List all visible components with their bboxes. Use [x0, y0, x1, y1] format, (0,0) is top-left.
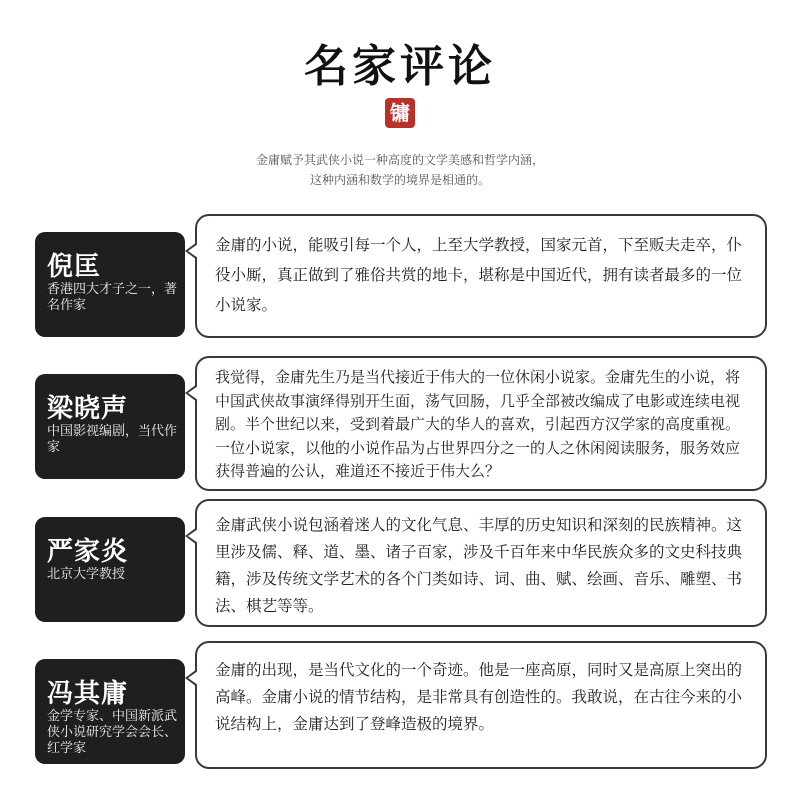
critic-quote: 我觉得，金庸先生乃是当代接近于伟大的一位休闲小说家。金庸先生的小说，将中国武侠故事演绎得别开生面，荡气回肠，几乎全部被改编成了电影或连续电视剧。半个世纪以来，受到着最广大的华人的喜欢，引起西方汉学家的高度重视。一位小说家，以他的小说作品为占世界四分之一的人之休闲阅读服务，服务效应获得普遍的公认，难道还不接近于伟大么？: [215, 368, 741, 480]
page-title: 名家评论: [304, 41, 496, 92]
intro-line: 这种内涵和数学的境界是相通的。: [309, 173, 490, 187]
seal-stamp-icon: 镛: [385, 98, 415, 128]
critic-name: 梁晓声: [47, 394, 129, 424]
critic-role: 中国影视编剧，当代作家: [47, 424, 178, 455]
critic-card: [35, 659, 185, 764]
critic-quote: 金庸的出现，是当代文化的一个奇迹。他是一座高原，同时又是高原上突出的高峰。金庸小说的情节结构，是非常具有创造性的。我敢说，在古往今来的小说结构上，金庸达到了登峰造极的境界。: [215, 661, 743, 733]
critic-role: 金学专家、中国新派武侠小说研究学会会长、红学家: [47, 709, 178, 756]
quote-bubble: [195, 499, 767, 627]
critic-role: 北京大学教授: [47, 567, 126, 582]
critic-quote: 金庸的小说，能吸引每一个人，上至大学教授，国家元首，下至贩夫走卒，仆役小厮，真正做到了雅俗共赏的地卡，堪称是中国近代，拥有读者最多的一位小说家。: [215, 236, 743, 314]
critic-name: 严家炎: [47, 537, 129, 567]
critic-quote: 金庸武侠小说包涵着迷人的文化气息、丰厚的历史知识和深刻的民族精神。这里涉及儒、释、道、墨、诸子百家，涉及千百年来中华民族众多的文史科技典籍，涉及传统文学艺术的各个门类如诗、词、曲、赋、绘画、音乐、雕塑、书法、棋艺等等。: [215, 516, 743, 615]
quote-bubble: [195, 214, 767, 338]
intro-text: [0, 150, 800, 190]
critic-card: [35, 517, 185, 622]
quote-bubble: [195, 641, 767, 769]
critic-role: 香港四大才子之一，著名作家: [47, 282, 178, 313]
intro-line: 金庸赋予其武侠小说一种高度的文学美感和哲学内涵，: [255, 153, 544, 167]
critic-name: 倪匡: [47, 252, 102, 282]
quote-bubble: [195, 356, 767, 491]
critic-card: [35, 232, 185, 337]
critic-card: [35, 374, 185, 479]
critic-name: 冯其庸: [47, 679, 129, 709]
